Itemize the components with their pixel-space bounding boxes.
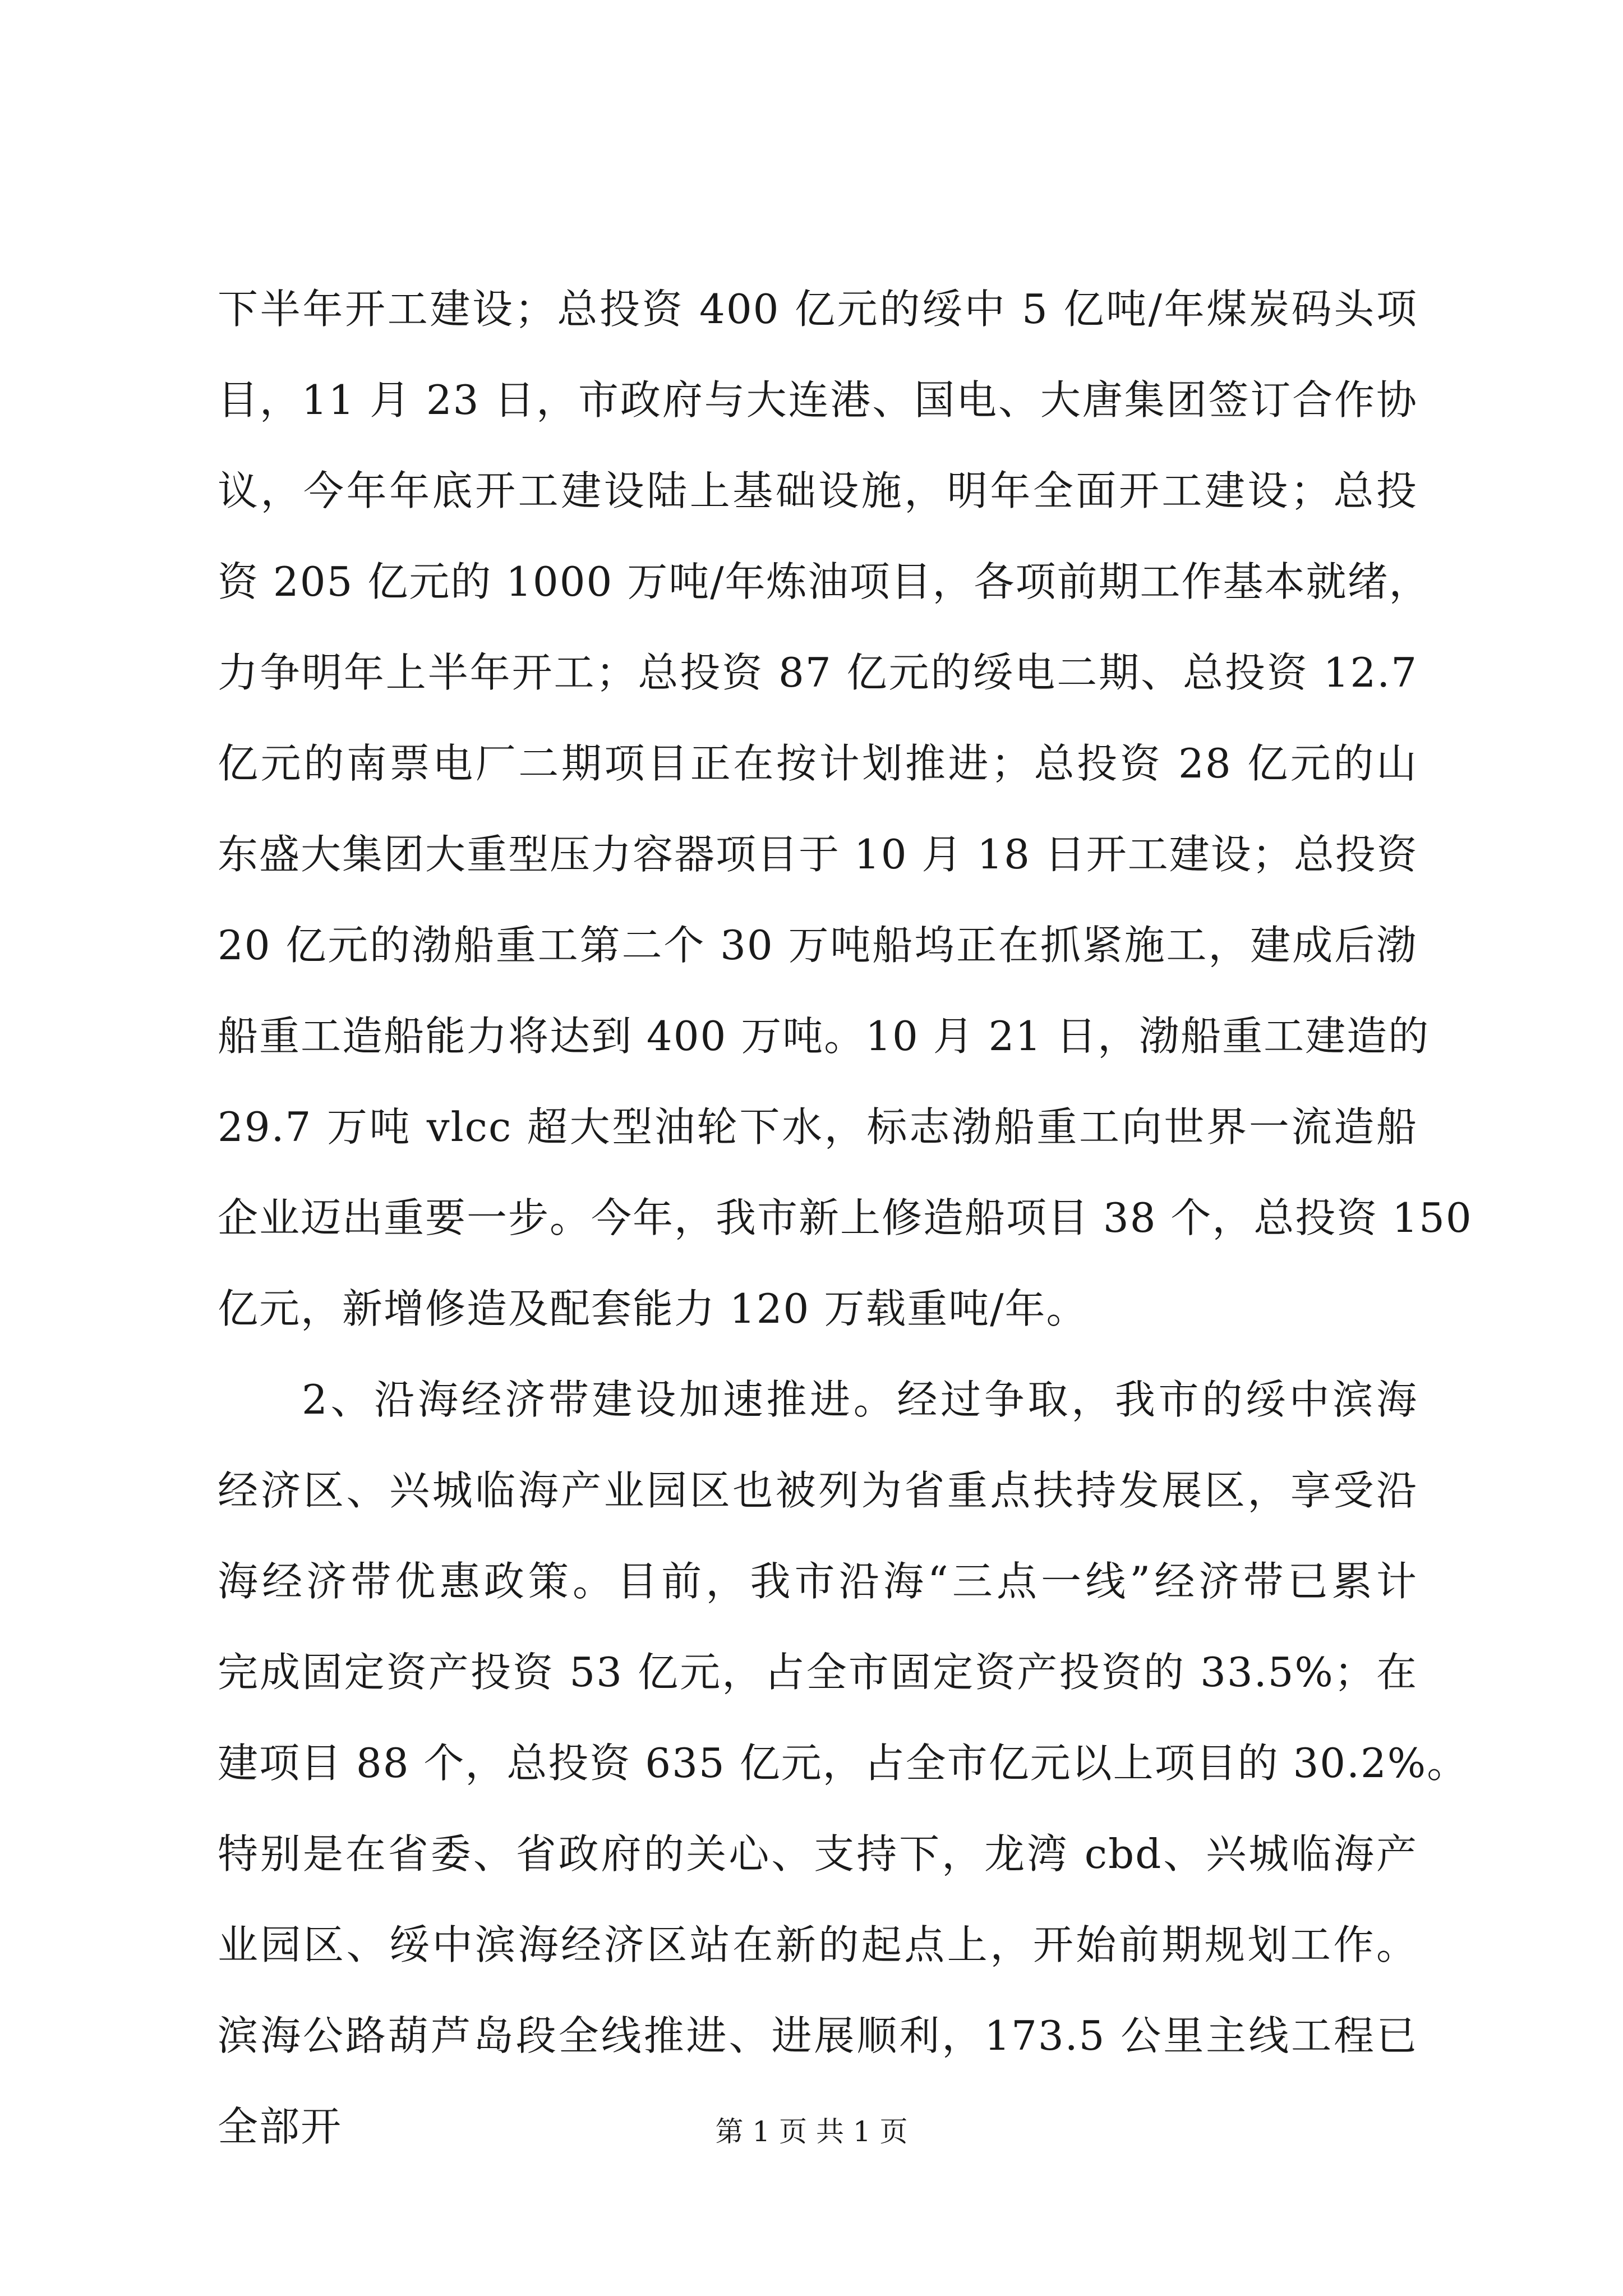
text-line: 目，11 月 23 日，市政府与大连港、国电、大唐集团签订合作协 [218, 376, 1418, 424]
text-line: 20 亿元的渤船重工第二个 30 万吨船坞正在抓紧施工，建成后渤 [218, 922, 1418, 969]
text-line: 特别是在省委、省政府的关心、支持下，龙湾 cbd、兴城临海产 [218, 1830, 1418, 1878]
text-line: 滨海公路葫芦岛段全线推进、进展顺利，173.5 公里主线工程已 [218, 2012, 1418, 2059]
page-footer [0, 2112, 1623, 2151]
text-line: 企业迈出重要一步。今年，我市新上修造船项目 38 个，总投资 150 [218, 1194, 1473, 1241]
document-body [218, 264, 1473, 2172]
text-line: 东盛大集团大重型压力容器项目于 10 月 18 日开工建设；总投资 [218, 831, 1418, 878]
text-line: 建项目 88 个，总投资 635 亿元，占全市亿元以上项目的 30.2%。 [218, 1740, 1469, 1787]
text-line: 经济区、兴城临海产业园区也被列为省重点扶持发展区，享受沿 [218, 1467, 1418, 1514]
text-line: 29.7 万吨 vlcc 超大型油轮下水，标志渤船重工向世界一流造船 [218, 1103, 1418, 1151]
text-line: 亿元，新增修造及配套能力 120 万载重吨/年。 [218, 1285, 1088, 1332]
text-line: 业园区、绥中滨海经济区站在新的起点上，开始前期规划工作。 [218, 1921, 1418, 1968]
text-line: 下半年开工建设；总投资 400 亿元的绥中 5 亿吨/年煤炭码头项 [218, 286, 1418, 333]
text-line: 资 205 亿元的 1000 万吨/年炼油项目，各项前期工作基本就绪， [218, 558, 1431, 605]
text-line: 全部开 [218, 2103, 343, 2150]
text-line: 完成固定资产投资 53 亿元，占全市固定资产投资的 33.5%；在 [218, 1649, 1418, 1696]
text-line: 力争明年上半年开工；总投资 87 亿元的绥电二期、总投资 12.7 [218, 649, 1418, 696]
text-line: 海经济带优惠政策。目前，我市沿海“三点一线”经济带已累计 [218, 1558, 1418, 1605]
text-line: 船重工造船能力将达到 400 万吨。10 月 21 日，渤船重工建造的 [218, 1013, 1430, 1060]
page-number: 第 1 页 共 1 页 [715, 2115, 908, 2148]
text-line: 亿元的南票电厂二期项目正在按计划推进；总投资 28 亿元的山 [218, 740, 1418, 787]
text-line: 议，今年年底开工建设陆上基础设施，明年全面开工建设；总投 [218, 467, 1418, 514]
paragraph-start-line: 2、沿海经济带建设加速推进。经过争取，我市的绥中滨海 [302, 1376, 1418, 1423]
